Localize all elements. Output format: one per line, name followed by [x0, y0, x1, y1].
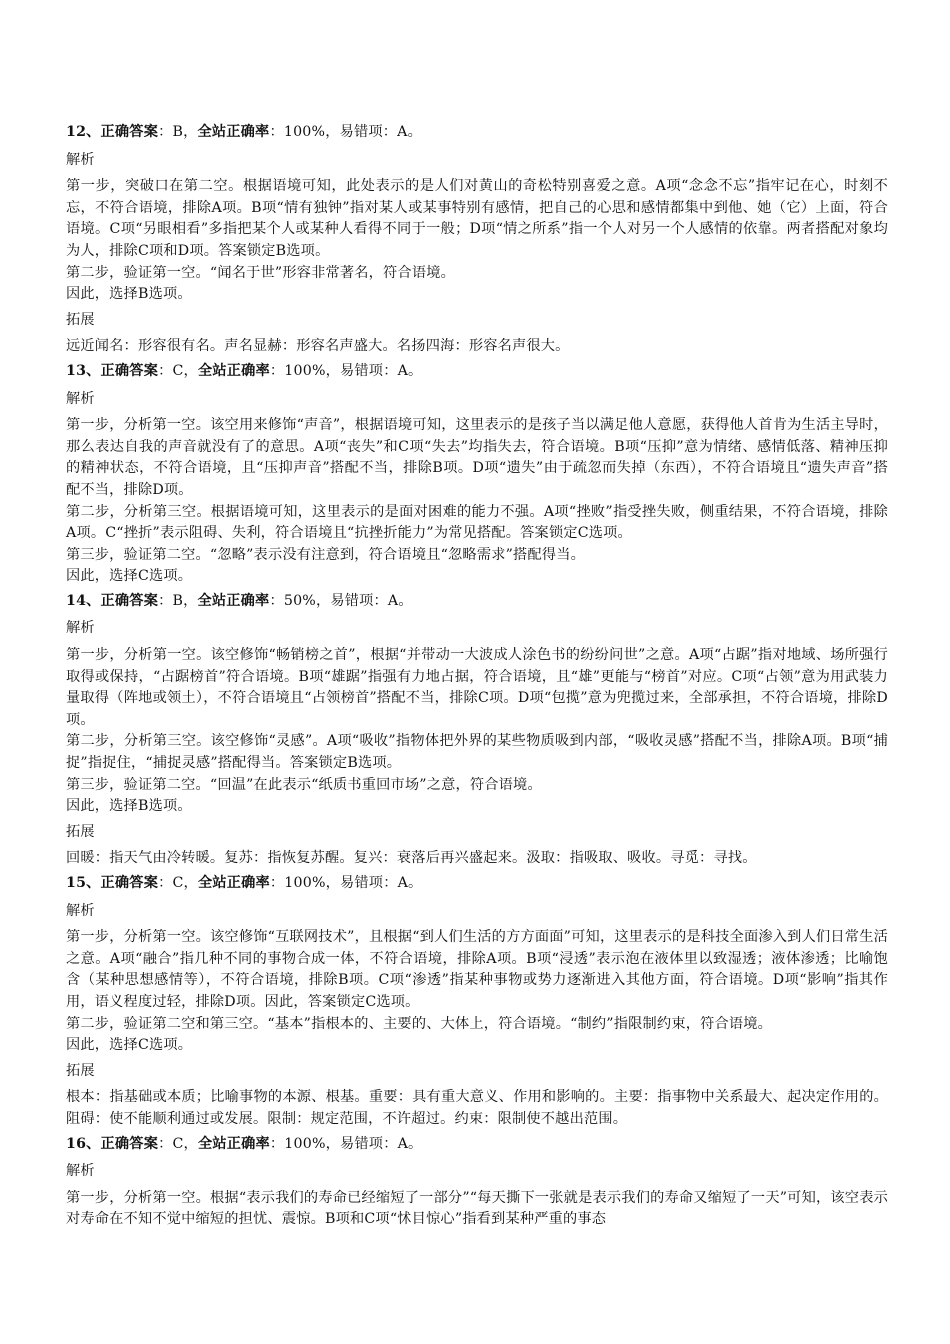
answer-label: 正确答案 [100, 875, 159, 891]
question-number: 14、 [66, 592, 101, 609]
question-15 [66, 870, 888, 1131]
analysis-paragraph: 因此，选择B选项。 [66, 286, 192, 303]
analysis-paragraph: 第二步，分析第三空。该空修饰“灵感”。A项“吸收”指物体把外界的某些物质吸到内部，“吸收灵感”搭配不当，排除A项。B项“捕捉”指捉住，“捕捉灵感”搭配得当。答案锁定B选项。 [66, 733, 888, 772]
document-page [66, 119, 888, 1231]
analysis-label: 解析 [66, 902, 95, 919]
analysis-paragraph: 因此，选择C选项。 [66, 568, 193, 585]
rate-value: ：100%，易错项：A。 [269, 875, 423, 891]
rate-label: 全站正确率 [197, 1135, 270, 1152]
answer-line [66, 870, 888, 897]
extension-text: 回暖：指天气由冷转暖。复苏：指恢复苏醒。复兴：衰落后再兴盛起来。汲取：指吸取、吸收。寻觅：寻找。 [66, 850, 757, 867]
analysis-label: 解析 [66, 390, 95, 407]
answer-line [66, 1131, 888, 1158]
rate-value: ：50%，易错项：A。 [269, 592, 413, 609]
analysis-paragraph: 第三步，验证第二空。“回温”在此表示“纸质书重回市场”之意，符合语境。 [66, 776, 542, 793]
analysis-paragraph: 第一步，分析第一空。该空用来修饰“声音”，根据语境可知，这里表示的是孩子当以满足他人意愿，获得他人首肯为生活主导时，那么表达自我的声音就没有了的意思。A项“丧失”和C项“失去”均指失去，符合语境。B项“压抑”意为情绪、感情低落、精神压抑的精神状态，不符合语境，且“压抑声音”搭配不当，排除B项。D项“遗失”由于疏忽而失掉（东西），不符合语境且“遗失声音”搭配不当，排除D项。 [66, 417, 888, 498]
question-16 [66, 1131, 888, 1231]
extension-label: 拓展 [66, 311, 95, 328]
analysis-paragraph: 因此，选择C选项。 [66, 1037, 193, 1054]
analysis-label: 解析 [66, 620, 95, 637]
extension-text: 远近闻名：形容很有名。声名显赫：形容名声盛大。名扬四海：形容名声很大。 [66, 338, 570, 355]
answer-label: 正确答案 [100, 124, 159, 140]
rate-label: 全站正确率 [197, 124, 270, 140]
analysis-paragraph: 第三步，验证第二空。“忽略”表示没有注意到，符合语境且“忽略需求”搭配得当。 [66, 546, 585, 563]
extension-label: 拓展 [66, 1062, 95, 1079]
extension-text: 根本：指基础或本质；比喻事物的本源、根基。重要：具有重大意义、作用和影响的。主要：指事物中关系最大、起决定作用的。阻碍：使不能顺利通过或发展。限制：规定范围，不许超过。约束：限制使不越出范围。 [66, 1089, 888, 1127]
answer-line [66, 588, 888, 615]
rate-value: ：100%，易错项：A。 [269, 362, 423, 379]
question-13 [66, 358, 888, 588]
analysis-paragraph: 第一步，分析第一空。该空修饰“畅销榜之首”，根据“并带动一大波成人涂色书的纷纷问世”之意。A项“占踞”指对地域、场所强行取得或保持，“占踞榜首”符合语境。B项“雄踞”指强有力地占据，符合语境，且“雄”更能与“榜首”对应。C项“占领”意为用武装力量取得（阵地或领土），不符合语境且“占领榜首”搭配不当，排除C项。D项“包揽”意为兜揽过来，全部承担，不符合语境，排除D项。 [66, 647, 888, 728]
rate-label: 全站正确率 [197, 592, 270, 609]
analysis-paragraph: 第一步，突破口在第二空。根据语境可知，此处表示的是人们对黄山的奇松特别喜爱之意。A项“念念不忘”指牢记在心，时刻不忘，不符合语境，排除A项。B项“情有独钟”指对某人或某事特别有感情，把自己的心思和感情都集中到他、她（它）上面，符合语境。C项“另眼相看”多指把某个人或某种人看得不同于一般；D项“情之所系”指一个人对另一个人感情的依靠。两者搭配对象均为人，排除C项和D项。答案锁定B选项。 [66, 178, 888, 259]
answer-value: ：B， [158, 124, 198, 140]
question-number: 15、 [66, 875, 101, 891]
answer-value: ：B， [158, 592, 198, 609]
answer-label: 正确答案 [100, 362, 159, 379]
analysis-paragraph: 因此，选择B选项。 [66, 798, 192, 815]
answer-value: ：C， [158, 362, 198, 379]
extension-label: 拓展 [66, 823, 95, 840]
answer-label: 正确答案 [100, 1135, 159, 1152]
question-number: 13、 [66, 362, 101, 379]
rate-value: ：100%，易错项：A。 [269, 124, 422, 140]
answer-value: ：C， [158, 1135, 198, 1152]
analysis-paragraph: 第二步，验证第一空。“闻名于世”形容非常著名，符合语境。 [66, 264, 455, 281]
rate-label: 全站正确率 [197, 875, 270, 891]
question-number: 16、 [66, 1135, 101, 1152]
answer-line [66, 358, 888, 385]
analysis-label: 解析 [66, 151, 95, 168]
answer-value: ：C， [158, 875, 198, 891]
analysis-paragraph: 第一步，分析第一空。根据“表示我们的寿命已经缩短了一部分”“每天撕下一张就是表示我们的寿命又缩短了一天”可知，该空表示对寿命在不知不觉中缩短的担忧、震惊。B项和C项“怵目惊心”指看到某种严重的事态 [66, 1189, 888, 1228]
answer-line [66, 119, 888, 146]
question-14 [66, 588, 888, 870]
analysis-paragraph: 第二步，验证第二空和第三空。“基本”指根本的、主要的、大体上，符合语境。“制约”指限制约束，符合语境。 [66, 1015, 773, 1032]
analysis-paragraph: 第一步，分析第一空。该空修饰“互联网技术”，且根据“到人们生活的方方面面”可知，这里表示的是科技全面渗入到人们日常生活之意。A项“融合”指几种不同的事物合成一体，不符合语境，排除A项。B项“浸透”表示泡在液体里以致湿透；液体渗透；比喻饱含（某种思想感情等），不符合语境，排除B项。C项“渗透”指某种事物或势力逐渐进入其他方面，符合语境。D项“影响”指其作用，语义程度过轻，排除D项。因此，答案锁定C选项。 [66, 929, 888, 1010]
rate-label: 全站正确率 [197, 362, 270, 379]
analysis-label: 解析 [66, 1163, 95, 1180]
analysis-paragraph: 第二步，分析第三空。根据语境可知，这里表示的是面对困难的能力不强。A项“挫败”指受挫失败，侧重结果，不符合语境，排除A项。C“挫折”表示阻碍、失利，符合语境且“抗挫折能力”为常见搭配。答案锁定C选项。 [66, 503, 888, 542]
answer-label: 正确答案 [100, 592, 159, 609]
question-12 [66, 119, 888, 358]
rate-value: ：100%，易错项：A。 [269, 1135, 423, 1152]
question-number: 12、 [66, 124, 101, 140]
